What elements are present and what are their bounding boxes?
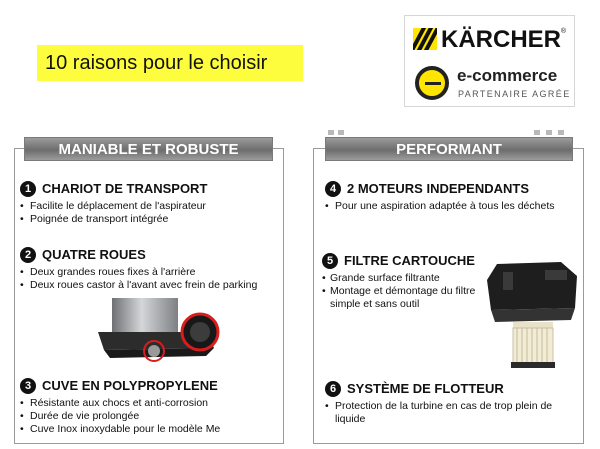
number-badge-1: 1 (20, 181, 36, 197)
karcher-stripes-icon (413, 28, 437, 50)
ecommerce-label: e-commerce (457, 66, 558, 85)
list-item: • Grande surface filtrante (322, 272, 492, 285)
panel-title-maniable: MANIABLE ET ROBUSTE (24, 137, 273, 161)
section-title (20, 180, 280, 198)
list-item: • Cuve Inox inoxydable pour le modèle Me (20, 423, 280, 436)
list-item: • Montage et démontage du filtre simple et sans outil (322, 285, 492, 311)
vacuum-wheels-image (96, 298, 222, 368)
number-badge-4: 4 (325, 181, 341, 197)
panel-title-performant: PERFORMANT (325, 137, 573, 161)
list-item: • Protection de la turbine en cas de trop plein de liquide (325, 400, 585, 426)
list-item: • Résistante aux chocs et anti-corrosion (20, 397, 280, 410)
section-filtre (322, 252, 492, 311)
number-badge-6: 6 (325, 381, 341, 397)
section-heading: CUVE EN POLYPROPYLENE (42, 378, 218, 393)
brand-name: KÄRCHER (441, 26, 561, 53)
section-flotteur (325, 380, 585, 426)
section-heading: SYSTÈME DE FLOTTEUR (347, 381, 504, 396)
section-heading: CHARIOT DE TRANSPORT (42, 181, 208, 196)
section-heading: QUATRE ROUES (42, 247, 146, 262)
section-heading: FILTRE CARTOUCHE (344, 253, 475, 268)
list-item: • Poignée de transport intégrée (20, 213, 280, 226)
list-item: • Deux roues castor à l'avant avec frein de parking (20, 279, 260, 292)
karcher-brand-mark (413, 26, 566, 52)
partner-label: PARTENAIRE AGRÉE (458, 89, 571, 99)
headline: 10 raisons pour le choisir (37, 45, 303, 81)
number-badge-3: 3 (20, 378, 36, 394)
section-moteurs (325, 180, 585, 213)
list-item: • Deux grandes roues fixes à l'arrière (20, 266, 260, 279)
section-heading: 2 MOTEURS INDEPENDANTS (347, 181, 530, 196)
list-item: • Durée de vie prolongée (20, 410, 280, 423)
karcher-logo[interactable] (404, 15, 575, 107)
section-title (322, 252, 492, 270)
section-title (20, 246, 260, 264)
list-item: • Facilite le déplacement de l'aspirateur (20, 200, 280, 213)
section-cuve (20, 377, 280, 436)
filter-cartridge-image (483, 258, 581, 370)
registered-mark: ® (560, 28, 566, 35)
number-badge-2: 2 (20, 247, 36, 263)
number-badge-5: 5 (322, 253, 338, 269)
section-chariot (20, 180, 280, 226)
ecommerce-e-icon (415, 66, 449, 100)
section-title (325, 380, 585, 398)
section-roues (20, 246, 260, 292)
section-title (20, 377, 280, 395)
list-item: • Pour une aspiration adaptée à tous les déchets (325, 200, 585, 213)
section-title (325, 180, 585, 198)
